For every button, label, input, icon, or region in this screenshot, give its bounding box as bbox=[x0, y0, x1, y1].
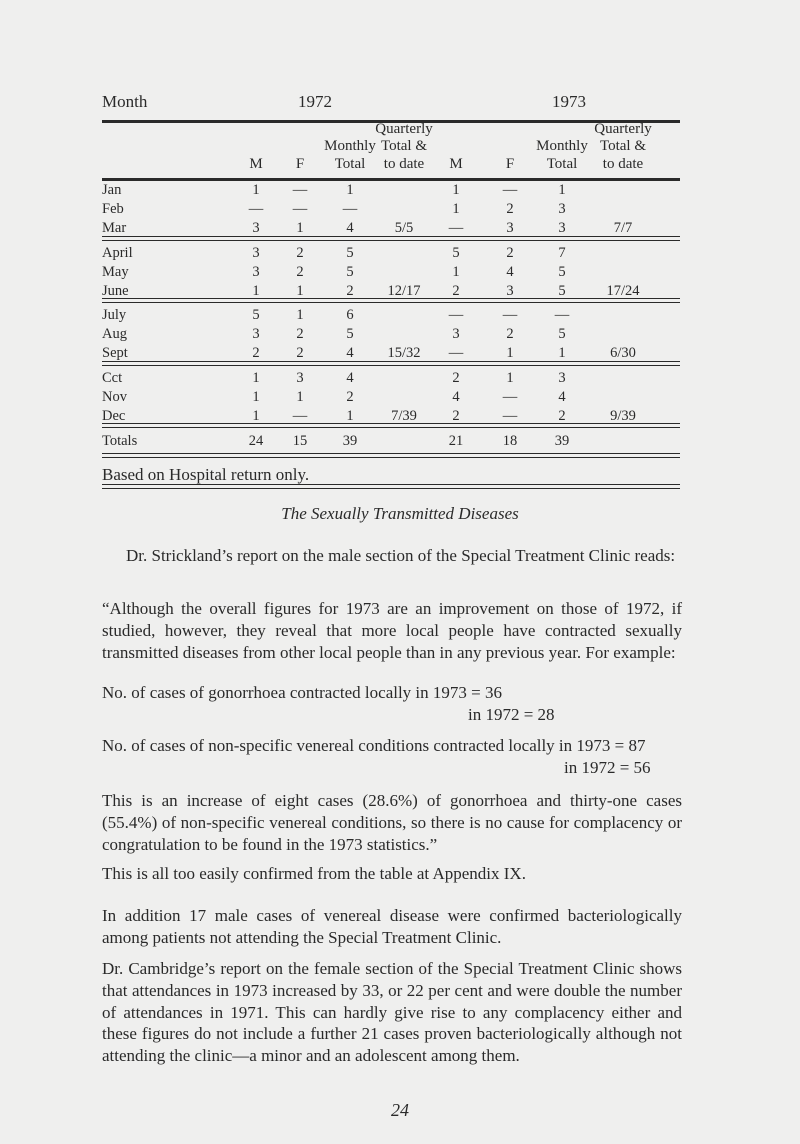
cell-quarterly-1972: 5/5 bbox=[394, 220, 414, 236]
totals-rule-b bbox=[102, 457, 680, 458]
month-heading: Month bbox=[102, 92, 148, 111]
cell-m-1972: — bbox=[248, 201, 264, 217]
cell-f-1972: 3 bbox=[296, 370, 304, 386]
col-quarterly-1973-l1: Quarterly bbox=[594, 121, 652, 137]
cell-f-1973: 3 bbox=[506, 220, 514, 236]
cell-total-1972: 5 bbox=[346, 245, 354, 261]
cell-m-1973: 2 bbox=[452, 370, 460, 386]
nonspecific-1972: in 1972 = 56 bbox=[564, 758, 651, 777]
cell-total-1972: 4 bbox=[346, 370, 354, 386]
cell-total-1972: 2 bbox=[346, 389, 354, 405]
cell-total-1973: 3 bbox=[558, 220, 566, 236]
cell-m-1973: 3 bbox=[452, 326, 460, 342]
cell-total-1973: 1 bbox=[558, 182, 566, 198]
cell-total-1973: 7 bbox=[558, 245, 566, 261]
cell-m-1973: — bbox=[448, 307, 464, 323]
row-month-label: Sept bbox=[102, 345, 128, 361]
cell-total-1973: 2 bbox=[558, 408, 566, 424]
cell-f-1972: 2 bbox=[296, 245, 304, 261]
cell-quarterly-1973: 7/7 bbox=[613, 220, 633, 236]
cell-f-1973: 2 bbox=[506, 326, 514, 342]
totals-total-1972: 39 bbox=[342, 433, 358, 449]
col-m-1972: M bbox=[249, 156, 263, 172]
paragraph-intro: Dr. Strickland’s report on the male section of the Special Treatment Clinic reads: bbox=[126, 546, 676, 565]
col-f-1972: F bbox=[295, 156, 305, 172]
header-bottom-rule bbox=[102, 178, 680, 181]
gonorrhoea-1973: No. of cases of gonorrhoea contracted locally in 1973 = 36 bbox=[102, 683, 502, 702]
cell-total-1973: 3 bbox=[558, 201, 566, 217]
cell-quarterly-1972: 7/39 bbox=[391, 408, 417, 424]
col-quarterly-1972-l3: to date bbox=[383, 156, 425, 172]
cell-quarterly-1973: 17/24 bbox=[606, 283, 640, 299]
row-month-label: Aug bbox=[102, 326, 127, 342]
cell-m-1973: 1 bbox=[452, 201, 460, 217]
cell-m-1972: 2 bbox=[252, 345, 260, 361]
cell-f-1973: 2 bbox=[506, 245, 514, 261]
cell-total-1973: 5 bbox=[558, 326, 566, 342]
totals-total-1973: 39 bbox=[554, 433, 570, 449]
totals-m-1973: 21 bbox=[448, 433, 464, 449]
cell-total-1972: 4 bbox=[346, 220, 354, 236]
year-1973-heading: 1973 bbox=[552, 92, 586, 111]
gonorrhoea-1972: in 1972 = 28 bbox=[468, 705, 555, 724]
cell-m-1972: 1 bbox=[252, 408, 260, 424]
row-month-label: Cct bbox=[102, 370, 123, 386]
totals-label: Totals bbox=[102, 433, 138, 449]
totals-f-1973: 18 bbox=[502, 433, 518, 449]
cell-m-1973: 1 bbox=[452, 182, 460, 198]
cell-m-1973: 1 bbox=[452, 264, 460, 280]
cell-m-1972: 1 bbox=[252, 283, 260, 299]
cell-total-1973: 5 bbox=[558, 264, 566, 280]
cell-m-1972: 1 bbox=[252, 182, 260, 198]
col-quarterly-1972-l2: Total & bbox=[380, 138, 428, 154]
cell-total-1973: 5 bbox=[558, 283, 566, 299]
cell-m-1973: — bbox=[448, 345, 464, 361]
cell-f-1973: 1 bbox=[506, 370, 514, 386]
cell-quarterly-1972: 15/32 bbox=[387, 345, 421, 361]
totals-f-1972: 15 bbox=[292, 433, 308, 449]
col-f-1973: F bbox=[505, 156, 515, 172]
q2-rule-b bbox=[102, 302, 680, 303]
cell-total-1972: 5 bbox=[346, 326, 354, 342]
cell-f-1972: — bbox=[292, 201, 308, 217]
cell-m-1973: 5 bbox=[452, 245, 460, 261]
cell-total-1972: 6 bbox=[346, 307, 354, 323]
cell-f-1973: 4 bbox=[506, 264, 514, 280]
caption-rule-b bbox=[102, 488, 680, 489]
q3-rule-b bbox=[102, 365, 680, 366]
cell-m-1973: 2 bbox=[452, 408, 460, 424]
cell-quarterly-1973: 9/39 bbox=[610, 408, 636, 424]
totals-rule-a bbox=[102, 453, 680, 454]
row-month-label: May bbox=[102, 264, 129, 280]
cell-m-1972: 3 bbox=[252, 220, 260, 236]
cell-f-1972: 1 bbox=[296, 307, 304, 323]
cell-total-1973: 1 bbox=[558, 345, 566, 361]
col-m-1973: M bbox=[449, 156, 463, 172]
cell-f-1973: — bbox=[502, 182, 518, 198]
paragraph-male-cases: In addition 17 male cases of venereal disease were confirmed bacteriologically among patients not attending the Special Treatment Clinic. bbox=[102, 906, 682, 947]
year-1972-heading: 1972 bbox=[298, 92, 332, 111]
col-monthly-1973-l1: Monthly bbox=[536, 138, 588, 154]
row-month-label: April bbox=[102, 245, 133, 261]
row-month-label: Dec bbox=[102, 408, 126, 424]
cell-f-1972: — bbox=[292, 408, 308, 424]
q4-rule-b bbox=[102, 427, 680, 428]
cell-f-1972: — bbox=[292, 182, 308, 198]
cell-f-1973: 1 bbox=[506, 345, 514, 361]
paragraph-quote: “Although the overall figures for 1973 are an improvement on those of 1972, if studied, however, they reveal that more local people have contracted sexually transmitted diseases from other local people than in any previous year. For example: bbox=[102, 599, 682, 662]
row-month-label: Mar bbox=[102, 220, 127, 236]
cell-total-1973: 4 bbox=[558, 389, 566, 405]
col-monthly-1973-l2: Total bbox=[546, 156, 578, 172]
row-month-label: July bbox=[102, 307, 127, 323]
cell-m-1973: 2 bbox=[452, 283, 460, 299]
cell-m-1973: 4 bbox=[452, 389, 460, 405]
cell-m-1972: 3 bbox=[252, 245, 260, 261]
cell-f-1972: 2 bbox=[296, 326, 304, 342]
cell-m-1972: 5 bbox=[252, 307, 260, 323]
cell-total-1972: 4 bbox=[346, 345, 354, 361]
row-month-label: Nov bbox=[102, 389, 127, 405]
cell-f-1973: 3 bbox=[506, 283, 514, 299]
totals-m-1972: 24 bbox=[248, 433, 264, 449]
cell-m-1972: 1 bbox=[252, 370, 260, 386]
row-month-label: Feb bbox=[102, 201, 124, 217]
col-monthly-1972-l1: Monthly bbox=[324, 138, 376, 154]
cell-total-1973: 3 bbox=[558, 370, 566, 386]
cell-m-1972: 3 bbox=[252, 264, 260, 280]
cell-f-1973: 2 bbox=[506, 201, 514, 217]
cell-total-1972: 5 bbox=[346, 264, 354, 280]
cell-f-1973: — bbox=[502, 408, 518, 424]
cell-total-1972: 1 bbox=[346, 182, 354, 198]
cell-f-1972: 2 bbox=[296, 264, 304, 280]
q1-rule-b bbox=[102, 240, 680, 241]
cell-f-1972: 1 bbox=[296, 389, 304, 405]
cell-total-1973: — bbox=[554, 307, 570, 323]
cell-f-1973: — bbox=[502, 389, 518, 405]
cell-quarterly-1972: 12/17 bbox=[387, 283, 421, 299]
cell-f-1972: 1 bbox=[296, 220, 304, 236]
cell-f-1972: 1 bbox=[296, 283, 304, 299]
page-number: 24 bbox=[391, 1100, 409, 1120]
nonspecific-1973: No. of cases of non-specific venereal conditions contracted locally in 1973 = 87 bbox=[102, 736, 646, 755]
q1-rule-a bbox=[102, 236, 680, 237]
row-month-label: June bbox=[102, 283, 129, 299]
section-title: The Sexually Transmitted Diseases bbox=[281, 504, 519, 523]
cell-m-1972: 1 bbox=[252, 389, 260, 405]
paragraph-increase: This is an increase of eight cases (28.6%) of gonorrhoea and thirty-one cases (55.4%) of non-specific venereal conditions, so there is no cause for complacency or congratulation to be found in the 1973 statistics.” bbox=[102, 791, 682, 854]
col-quarterly-1973-l3: to date bbox=[602, 156, 644, 172]
cell-total-1972: 1 bbox=[346, 408, 354, 424]
cell-m-1972: 3 bbox=[252, 326, 260, 342]
cell-total-1972: — bbox=[342, 201, 358, 217]
col-quarterly-1973-l2: Total & bbox=[599, 138, 647, 154]
table-caption: Based on Hospital return only. bbox=[102, 465, 310, 484]
cell-m-1973: — bbox=[448, 220, 464, 236]
cell-total-1972: 2 bbox=[346, 283, 354, 299]
cell-f-1973: — bbox=[502, 307, 518, 323]
row-month-label: Jan bbox=[102, 182, 122, 198]
paragraph-female-section: Dr. Cambridge’s report on the female section of the Special Treatment Clinic shows that attendances in 1973 increased by 33, or 22 per cent and were double the number of attendances in 1971. This can hardly give rise to any complacency either and these figures do not include a further 21 cases proven bacteriologically although not attending the clinic—a minor and an adolescent among them. bbox=[102, 959, 682, 1066]
cell-quarterly-1973: 6/30 bbox=[610, 345, 636, 361]
col-quarterly-1972-l1: Quarterly bbox=[375, 121, 433, 137]
col-monthly-1972-l2: Total bbox=[334, 156, 366, 172]
paragraph-appendix: This is all too easily confirmed from the table at Appendix IX. bbox=[102, 864, 526, 883]
caption-rule-a bbox=[102, 484, 680, 485]
cell-f-1972: 2 bbox=[296, 345, 304, 361]
